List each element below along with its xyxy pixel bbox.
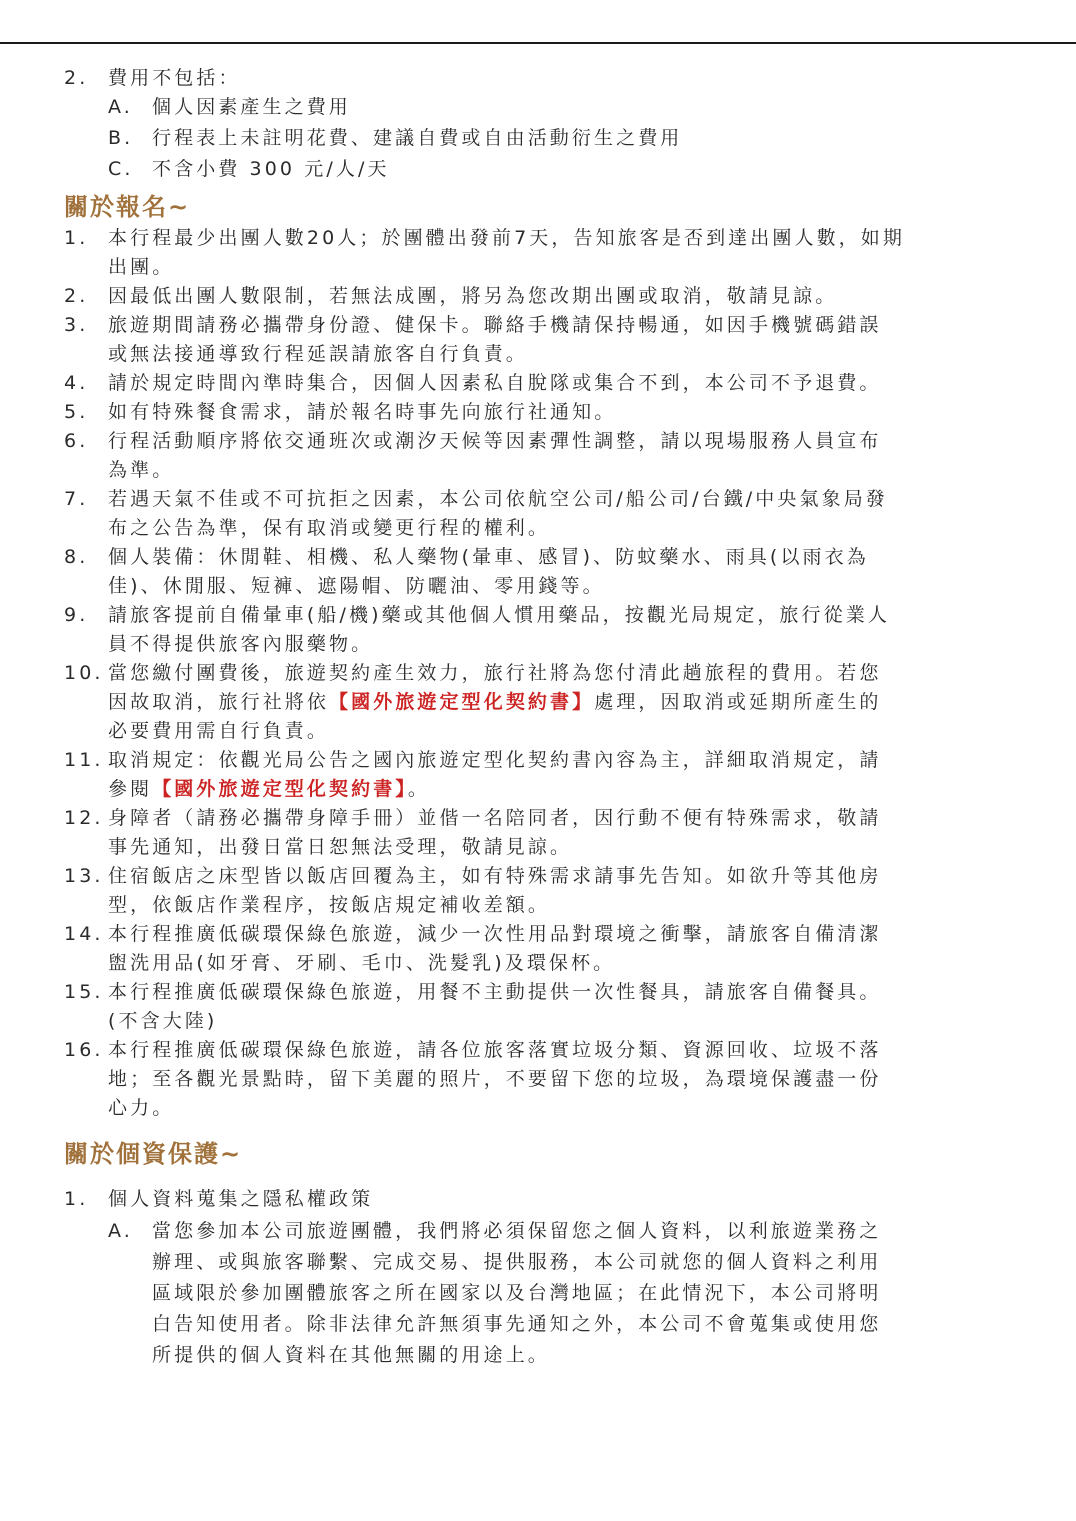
list-item <box>0 746 1076 804</box>
item-line: 或無法接通導致行程延誤請旅客自行負責。 <box>108 343 528 365</box>
item-line: 身障者（請務必攜帶身障手冊）並偕一名陪同者，因行動不便有特殊需求，敬請 <box>108 807 882 829</box>
list-item <box>0 485 1076 543</box>
contract-link: 【國外旅遊定型化契約書】 <box>329 691 595 713</box>
item-number: 12. <box>64 807 104 829</box>
item-line: 本行程推廣低碳環保綠色旅遊，減少一次性用品對環境之衝擊，請旅客自備清潔 <box>108 923 882 945</box>
list-item <box>0 978 1076 1036</box>
item-number: 8. <box>64 546 89 568</box>
registration-section <box>0 190 1076 1123</box>
item-line: 心力。 <box>108 1097 175 1119</box>
item-line: 請旅客提前自備暈車(船/機)藥或其他個人慣用藥品，按觀光局規定，旅行從業人 <box>108 604 890 626</box>
sub-item-letter: A. <box>108 96 133 118</box>
item-line: 布之公告為準，保有取消或變更行程的權利。 <box>108 517 551 539</box>
item-line: 請於規定時間內準時集合，因個人因素私自脫隊或集合不到，本公司不予退費。 <box>108 372 882 394</box>
item-number: 11. <box>64 749 104 771</box>
item-line: 本行程最少出團人數20人；於團體出發前7天，告知旅客是否到達出團人數，如期 <box>108 227 905 249</box>
item-number: 14. <box>64 923 104 945</box>
item-number: 3. <box>64 314 89 336</box>
exclusions-section <box>0 64 1076 184</box>
item-number: 9. <box>64 604 89 626</box>
item-line <box>108 688 882 717</box>
item-number: 1. <box>64 227 89 249</box>
sub-item-line: 所提供的個人資料在其他無關的用途上。 <box>152 1344 550 1366</box>
item-number: 2. <box>64 285 89 307</box>
list-item <box>0 282 1076 311</box>
list-item <box>0 601 1076 659</box>
sub-item-line: 辦理、或與旅客聯繫、完成交易、提供服務，本公司就您的個人資料之利用 <box>152 1251 882 1273</box>
item-line: 型，依飯店作業程序，按飯店規定補收差額。 <box>108 894 551 916</box>
item-line: 本行程推廣低碳環保綠色旅遊，用餐不主動提供一次性餐具，請旅客自備餐具。 <box>108 981 882 1003</box>
item-text: 費用不包括： <box>108 67 241 89</box>
item-line: 出團。 <box>108 256 175 278</box>
contract-link: 【國外旅遊定型化契約書】 <box>152 778 408 800</box>
list-item <box>0 1036 1076 1123</box>
sub-item <box>0 155 1076 184</box>
item-line: 本行程推廣低碳環保綠色旅遊，請各位旅客落實垃圾分類、資源回收、垃圾不落 <box>108 1039 882 1061</box>
list-item <box>0 804 1076 862</box>
sub-item <box>0 1216 1076 1371</box>
item-number: 15. <box>64 981 104 1003</box>
sub-item-letter: A. <box>108 1220 133 1242</box>
item-number: 1. <box>64 1188 89 1210</box>
item-line: 取消規定：依觀光局公告之國內旅遊定型化契約書內容為主，詳細取消規定，請 <box>108 749 882 771</box>
section-heading: 關於個資保護~ <box>64 1140 243 1168</box>
document-body <box>0 64 1076 1371</box>
sub-item-text: 不含小費 300 元/人/天 <box>152 158 390 180</box>
item-line: 行程活動順序將依交通班次或潮汐天候等因素彈性調整，請以現場服務人員宣布 <box>108 430 882 452</box>
item-number: 16. <box>64 1039 104 1061</box>
item-line-text: 因故取消，旅行社將依 <box>108 691 330 713</box>
item-line: 旅遊期間請務必攜帶身份證、健保卡。聯絡手機請保持暢通，如因手機號碼錯誤 <box>108 314 882 336</box>
list-item <box>0 224 1076 282</box>
item-line-text: 。 <box>407 778 431 800</box>
sub-item-line: 區域限於參加團體旅客之所在國家以及台灣地區；在此情況下，本公司將明 <box>152 1282 882 1304</box>
item-line: 員不得提供旅客內服藥物。 <box>108 633 374 655</box>
list-item <box>0 398 1076 427</box>
item-line-text: 參閱 <box>108 778 153 800</box>
item-line <box>108 775 430 804</box>
item-line: 為準。 <box>108 459 175 481</box>
item-number: 7. <box>64 488 89 510</box>
sub-item-text: 個人因素產生之費用 <box>152 96 351 118</box>
item-line: 如有特殊餐食需求，請於報名時事先向旅行社通知。 <box>108 401 617 423</box>
top-rule <box>0 42 1076 44</box>
privacy-section <box>0 1137 1076 1371</box>
sub-item-line: 白告知使用者。除非法律允許無須事先通知之外，本公司不會蒐集或使用您 <box>152 1313 882 1335</box>
list-item <box>0 659 1076 746</box>
item-line: 地；至各觀光景點時，留下美麗的照片，不要留下您的垃圾，為環境保護盡一份 <box>108 1068 882 1090</box>
list-item <box>0 543 1076 601</box>
item-line: (不含大陸) <box>108 1010 218 1032</box>
list-item <box>0 369 1076 398</box>
item-line-text: 處理，因取消或延期所產生的 <box>594 691 882 713</box>
sub-item-letter: B. <box>108 127 134 149</box>
list-item <box>0 427 1076 485</box>
item-number: 10. <box>64 662 104 684</box>
item-line: 盥洗用品(如牙膏、牙刷、毛巾、洗髮乳)及環保杯。 <box>108 952 616 974</box>
section-heading: 關於報名~ <box>64 193 191 221</box>
item-line: 因最低出團人數限制，若無法成團，將另為您改期出團或取消，敬請見諒。 <box>108 285 838 307</box>
item-number: 2. <box>64 67 89 89</box>
list-item <box>0 920 1076 978</box>
item-line: 住宿飯店之床型皆以飯店回覆為主，如有特殊需求請事先告知。如欲升等其他房 <box>108 865 882 887</box>
item-number: 6. <box>64 430 89 452</box>
item-line: 事先通知，出發日當日恕無法受理，敬請見諒。 <box>108 836 573 858</box>
item-text: 個人資料蒐集之隱私權政策 <box>108 1188 374 1210</box>
item-number: 4. <box>64 372 89 394</box>
item-number: 13. <box>64 865 104 887</box>
item-line: 個人裝備：休閒鞋、相機、私人藥物(暈車、感冒)、防蚊藥水、雨具(以雨衣為 <box>108 546 869 568</box>
item-line: 若遇天氣不佳或不可抗拒之因素，本公司依航空公司/船公司/台鐵/中央氣象局發 <box>108 488 888 510</box>
item-line: 當您繳付團費後，旅遊契約產生效力，旅行社將為您付清此趟旅程的費用。若您 <box>108 662 882 684</box>
sub-item-text: 行程表上未註明花費、建議自費或自由活動衍生之費用 <box>152 127 683 149</box>
item-line: 佳)、休閒服、短褲、遮陽帽、防曬油、零用錢等。 <box>108 575 605 597</box>
list-item <box>0 64 1076 93</box>
sub-item <box>0 93 1076 122</box>
list-item <box>0 311 1076 369</box>
list-item <box>0 1185 1076 1214</box>
sub-item-letter: C. <box>108 158 134 180</box>
item-line: 必要費用需自行負責。 <box>108 720 330 742</box>
item-number: 5. <box>64 401 89 423</box>
sub-item-line: 當您參加本公司旅遊團體，我們將必須保留您之個人資料，以利旅遊業務之 <box>152 1220 882 1242</box>
list-item <box>0 862 1076 920</box>
sub-item <box>0 124 1076 153</box>
